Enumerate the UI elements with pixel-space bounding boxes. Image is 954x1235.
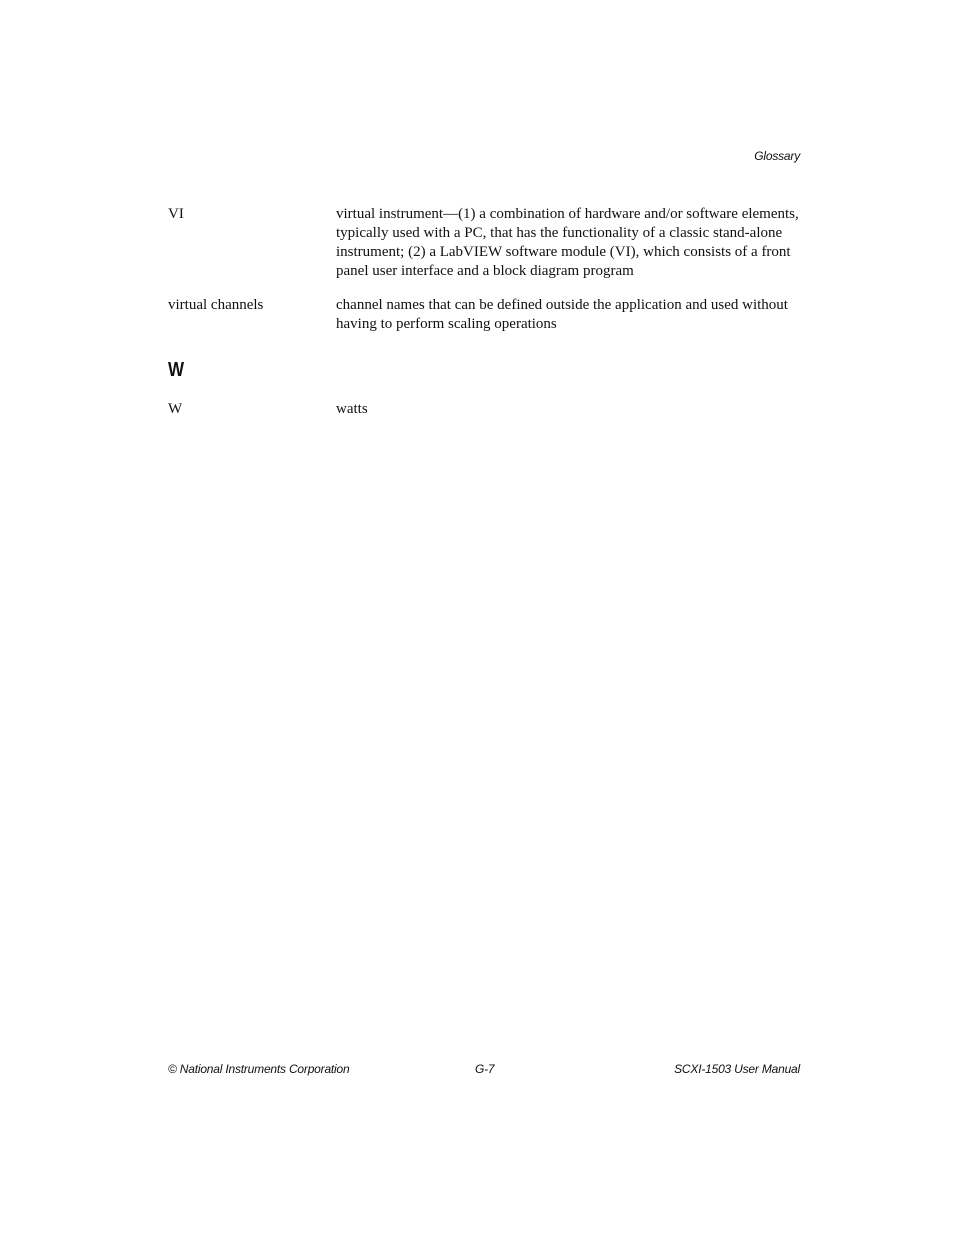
footer-manual-title: SCXI-1503 User Manual <box>674 1062 800 1076</box>
running-header-section: Glossary <box>754 149 800 163</box>
footer-page-number: G-7 <box>475 1062 495 1076</box>
glossary-definition: channel names that can be defined outside the application and used without having to perform scaling operations <box>336 297 788 332</box>
glossary-term: VI <box>168 206 184 222</box>
section-heading-w: W <box>168 359 185 381</box>
glossary-entry-w <box>168 400 800 419</box>
glossary-entry-virtual-channels <box>168 296 800 334</box>
glossary-definition: watts <box>336 401 368 417</box>
glossary-term: virtual channels <box>168 297 264 313</box>
glossary-definition: virtual instrument—(1) a combination of hardware and/or software elements, typically used with a PC, that has the functionality of a classic stand-alone instrument; (2) a LabVIEW software module (VI), which consists of a front panel user interface and a block diagram program <box>336 206 799 279</box>
glossary-entry-vi <box>168 205 800 281</box>
footer-copyright: © National Instruments Corporation <box>168 1062 350 1076</box>
glossary-term: W <box>168 401 183 417</box>
